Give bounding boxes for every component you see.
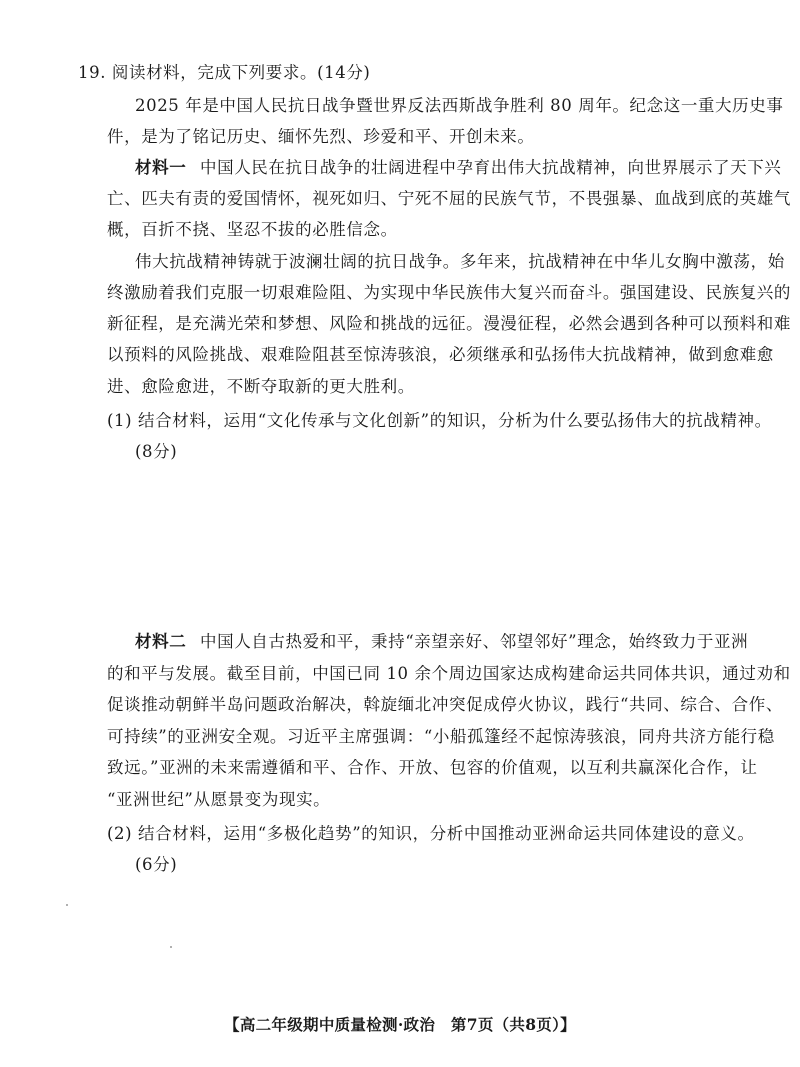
material2-line-6: “亚洲世纪”从愿景变为现实。 [107,790,331,809]
material1-p1-line-3: 概，百折不挠、坚忍不拔的必胜信念。 [107,220,398,239]
sub-question-1-score: (8分) [135,442,178,461]
material1-p2-line-5: 进、愈险愈进，不断夺取新的更大胜利。 [107,377,415,396]
material2-line-2: 的和平与发展。截至目前，中国已同 10 余个周边国家达成构建命运共同体共识，通过劝和 [107,664,791,683]
material2-line-1: 中国人自古热爱和平，秉持“亲望亲好、邻望邻好”理念，始终致力于亚洲 [200,632,749,651]
page-footer: 【高二年级期中质量检测·政治 第7页（共8页）】 [224,1015,576,1034]
material2-label: 材料二 [135,632,187,651]
material2-line-4: 可持续”的亚洲安全观。习近平主席强调：“小船孤篷经不起惊涛骇浪，同舟共济方能行稳 [107,727,775,746]
material1-label: 材料一 [135,158,187,177]
material1-p1-line-1: 中国人民在抗日战争的壮阔进程中孕育出伟大抗战精神，向世界展示了天下兴 [200,158,782,177]
material2-line-3: 促谈推动朝鲜半岛问题政治解决，斡旋缅北冲突促成停火协议，践行“共同、综合、合作、 [107,695,783,714]
material1-p2-line-2: 终激励着我们克服一切艰难险阻、为实现中华民族伟大复兴而奋斗。强国建设、民族复兴的 [107,283,791,302]
material1-p2-line-3: 新征程，是充满光荣和梦想、风险和挑战的远征。漫漫征程，必然会遇到各种可以预料和难 [107,314,791,333]
material1-p2-line-1: 伟大抗战精神铸就于波澜壮阔的抗日战争。多年来，抗战精神在中华儿女胸中激荡，始 [135,252,785,271]
intro-line-1: 2025 年是中国人民抗日战争暨世界反法西斯战争胜利 80 周年。纪念这一重大历史事 [135,96,784,115]
scan-speck [170,946,172,948]
scan-speck [66,904,68,906]
question-header: 19. 阅读材料，完成下列要求。(14分) [78,63,371,82]
sub-question-2: (2) 结合材料，运用“多极化趋势”的知识，分析中国推动亚洲命运共同体建设的意义。 [107,824,755,843]
sub-question-2-score: (6分) [135,855,178,874]
intro-line-2: 件，是为了铭记历史、缅怀先烈、珍爱和平、开创未来。 [107,127,535,146]
material1-p2-line-4: 以预料的风险挑战、艰难险阻甚至惊涛骇浪，必须继承和弘扬伟大抗战精神，做到愈难愈 [107,345,774,364]
material1-p1-line-2: 亡、匹夫有责的爱国情怀，视死如归、宁死不屈的民族气节，不畏强暴、血战到底的英雄气 [107,189,791,208]
sub-question-1: (1) 结合材料，运用“文化传承与文化创新”的知识，分析为什么要弘扬伟大的抗战精神。 [107,411,772,430]
material2-line-5: 致远。”亚洲的未来需遵循和平、合作、开放、包容的价值观，以互利共赢深化合作，让 [107,758,758,777]
